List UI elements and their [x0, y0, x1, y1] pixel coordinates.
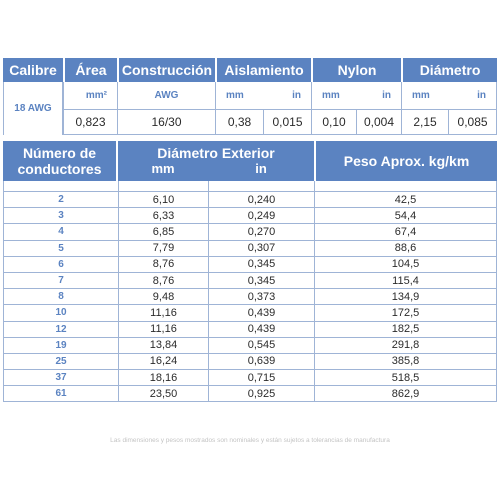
conductor-count: 7 — [3, 273, 118, 289]
conductor-count: 25 — [3, 354, 118, 370]
spec-diam-in-value: 0,085 — [448, 109, 497, 135]
conductor-count: 10 — [3, 305, 118, 321]
spec-header-construccion: Construcción — [117, 58, 215, 82]
diameter-in: 0,639 — [208, 354, 314, 370]
spec-values-row — [3, 109, 497, 135]
spec-aisl-mm-value: 0,38 — [215, 109, 263, 135]
weight-kg: 88,6 — [314, 241, 497, 257]
diameter-mm: 11,16 — [118, 322, 208, 338]
diameter-mm: 6,10 — [118, 192, 208, 208]
spec-header-area: Área — [63, 58, 117, 82]
conductor-count: 8 — [3, 289, 118, 305]
diameter-mm: 23,50 — [118, 386, 208, 402]
conductor-count: 2 — [3, 192, 118, 208]
table-row — [3, 370, 497, 386]
diameter-in: 0,249 — [208, 208, 314, 224]
diameter-in: 0,307 — [208, 241, 314, 257]
table-row — [3, 224, 497, 240]
conductor-count: 4 — [3, 224, 118, 240]
spec-unit-construction: AWG — [117, 82, 215, 109]
table-row — [3, 322, 497, 338]
conductor-count: 19 — [3, 338, 118, 354]
spec-aisl-in-value: 0,015 — [263, 109, 311, 135]
weight-kg: 518,5 — [314, 370, 497, 386]
spec-header-row — [3, 58, 497, 82]
diameter-mm: 7,79 — [118, 241, 208, 257]
spec-unit-diam-mm: mm — [401, 82, 448, 109]
header-diameter: Diámetro Exterior — [118, 141, 314, 161]
weight-kg: 67,4 — [314, 224, 497, 240]
diameter-mm: 16,24 — [118, 354, 208, 370]
weight-kg: 862,9 — [314, 386, 497, 402]
diameter-in: 0,439 — [208, 322, 314, 338]
spec-header-calibre: Calibre — [3, 58, 63, 82]
header-in: in — [208, 161, 314, 181]
diameter-mm: 18,16 — [118, 370, 208, 386]
spec-header-aislamiento: Aislamiento — [215, 58, 311, 82]
spec-unit-diam-in: in — [448, 82, 497, 109]
weight-kg: 104,5 — [314, 257, 497, 273]
diameter-in: 0,545 — [208, 338, 314, 354]
diameter-mm: 8,76 — [118, 273, 208, 289]
table-row — [3, 338, 497, 354]
table-row — [3, 289, 497, 305]
spec-units-row — [3, 82, 497, 109]
spec-unit-aisl-in: in — [263, 82, 311, 109]
weight-kg: 182,5 — [314, 322, 497, 338]
weight-kg: 172,5 — [314, 305, 497, 321]
header-mm: mm — [118, 161, 208, 181]
spec-construction-value: 16/30 — [117, 109, 215, 135]
table-row — [3, 208, 497, 224]
table-row — [3, 305, 497, 321]
header-weight: Peso Aprox. kg/km — [314, 141, 497, 181]
diameter-in: 0,345 — [208, 257, 314, 273]
conductor-header-row — [3, 141, 497, 161]
diameter-mm: 9,48 — [118, 289, 208, 305]
conductor-count: 12 — [3, 322, 118, 338]
spec-unit-nylon-in: in — [356, 82, 401, 109]
table-row — [3, 386, 497, 402]
diameter-mm: 6,85 — [118, 224, 208, 240]
diameter-in: 0,345 — [208, 273, 314, 289]
spec-unit-aisl-mm: mm — [215, 82, 263, 109]
diameter-in: 0,925 — [208, 386, 314, 402]
spec-unit-area: mm² — [63, 82, 117, 109]
diameter-in: 0,715 — [208, 370, 314, 386]
diameter-in: 0,373 — [208, 289, 314, 305]
conductor-rows — [3, 181, 497, 402]
conductor-count: 5 — [3, 241, 118, 257]
diameter-mm: 13,84 — [118, 338, 208, 354]
spec-diam-mm-value: 2,15 — [401, 109, 448, 135]
diameter-mm: 6,33 — [118, 208, 208, 224]
spec-header-nylon: Nylon — [311, 58, 401, 82]
spec-nylon-mm-value: 0,10 — [311, 109, 356, 135]
spec-size: 18 AWG — [3, 82, 63, 135]
diameter-in: 0,240 — [208, 192, 314, 208]
table-row — [3, 273, 497, 289]
conductor-count: 6 — [3, 257, 118, 273]
table-row — [3, 192, 497, 208]
weight-kg: 115,4 — [314, 273, 497, 289]
diameter-mm: 8,76 — [118, 257, 208, 273]
spec-header-diametro: Diámetro — [401, 58, 497, 82]
conductor-count: 3 — [3, 208, 118, 224]
weight-kg: 54,4 — [314, 208, 497, 224]
diameter-in: 0,439 — [208, 305, 314, 321]
spec-area-value: 0,823 — [63, 109, 117, 135]
weight-kg: 42,5 — [314, 192, 497, 208]
table-row — [3, 354, 497, 370]
footnote: Las dimensiones y pesos mostrados son nominales y están sujetos a tolerancias de manufactura — [110, 437, 390, 444]
spec-table — [3, 58, 497, 135]
table-row — [3, 257, 497, 273]
conductor-count: 61 — [3, 386, 118, 402]
header-conductors: Número de conductores — [3, 141, 118, 181]
diameter-in: 0,270 — [208, 224, 314, 240]
weight-kg: 291,8 — [314, 338, 497, 354]
spec-nylon-in-value: 0,004 — [356, 109, 401, 135]
table-row — [3, 241, 497, 257]
weight-kg: 134,9 — [314, 289, 497, 305]
conductor-table — [3, 141, 497, 402]
spacer-row — [3, 181, 497, 192]
spec-unit-nylon-mm: mm — [311, 82, 356, 109]
diameter-mm: 11,16 — [118, 305, 208, 321]
weight-kg: 385,8 — [314, 354, 497, 370]
conductor-count: 37 — [3, 370, 118, 386]
